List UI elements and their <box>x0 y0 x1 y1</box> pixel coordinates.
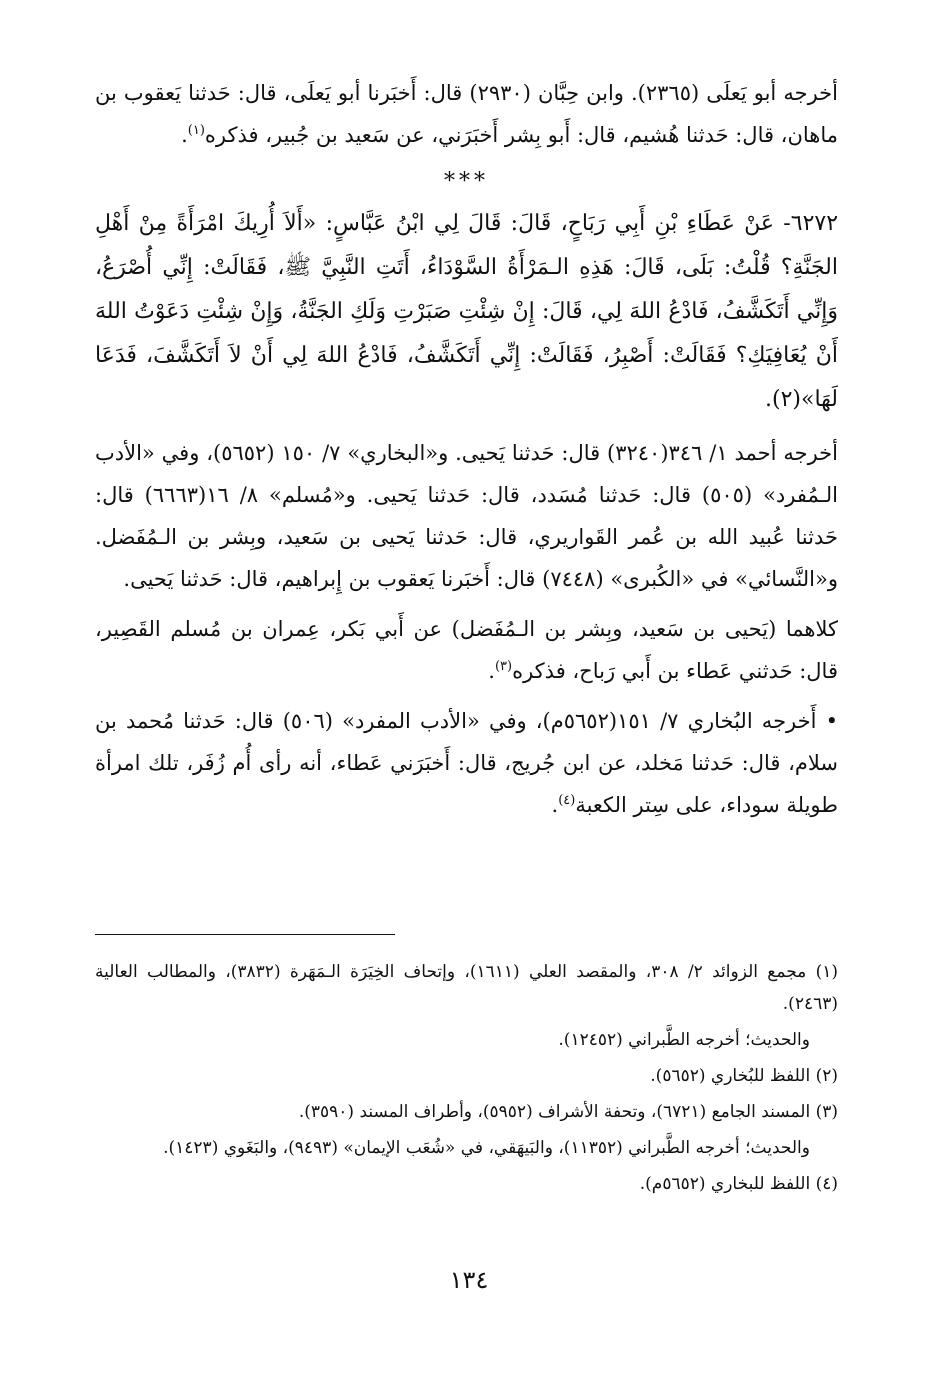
footnote-ref-1: (١) <box>187 123 205 138</box>
hadith-text: «أَلاَ أُرِيكَ امْرَأَةً مِنْ أَهْلِ الجَنَّةِ؟ قُلْتُ: بَلَى، قَالَ: هَذِهِ الـمَرْأَةُ السَّوْدَاءُ، أَتَتِ النَّبِيَّ ﷺ، فَقَالَتْ: إِنِّي أُصْرَعُ، وَإِنِّي أَتَكَشَّفُ، فَادْعُ اللهَ لِي، قَالَ: إِنْ شِئْتِ صَبَرْتِ وَلَكِ الجَنَّةُ، وَإِنْ شِئْتِ دَعَوْتُ اللهَ أَنْ يُعَافِيَكِ؟ فَقَالَتْ: أَصْبِرُ، فَقَالَتْ: إِنِّي أَتَكَشَّفُ، فَادْعُ اللهَ لِي أَنْ لاَ أَتَكَشَّفَ، فَدَعَا لَهَا» <box>95 211 838 412</box>
footnote-divider <box>95 934 395 935</box>
footnote-ref-2: (٢) <box>771 387 801 412</box>
paragraph-takhrij-1: أخرجه أبو يَعلَى (٢٣٦٥). وابن حِبَّان (٢٩٣٠) قال: أَخبَرنا أبو يَعلَى، قال: حَدثنا يَعقوب بن ماهان، قال: حَدثنا هُشيم، قال: أَبو بِشر أَخبَرَني، عن سَعيد بن جُبير، فذكره$^{(١)}$. <box>95 81 838 147</box>
paragraph-takhrij-2: أخرجه أحمد ١/ ٣٤٦(٣٢٤٠) قال: حَدثنا يَحيى. و«البخاري» ٧/ ١٥٠ (٥٦٥٢)، وفي «الأدب الـمُفرد» (٥٠٥) قال: حَدثنا مُسَدد، قال: حَدثنا يَحيى. و«مُسلم» ٨/ ١٦(٦٦٦٣) قال: حَدثنا عُبيد الله بن عُمر القَواريري، قال: حَدثنا يَحيى بن سَعيد، وبِشر بن الـمُفَضل. و«النَّسائي» في «الكُبرى» (٧٤٤٨) قال: أَخبَرنا يَعقوب بن إِبراهيم، قال: حَدثنا يَحيى. <box>95 441 838 591</box>
footnote-3: (٣) المسند الجامع (٦٧٢١)، وتحفة الأشراف (٥٩٥٢)، وأطراف المسند (٣٥٩٠). <box>298 1102 838 1122</box>
footnote-1: (١) مجمع الزوائد ٢/ ٣٠٨، والمقصد العلي (١٦١١)، وإتحاف الخِيَرَة الـمَهَرة (٣٨٣٢)، والمطالب العالية (٢٤٦٣). <box>95 962 838 1014</box>
hadith-block: ٦٢٧٢- عَنْ عَطَاءِ بْنِ أَبِي رَبَاحٍ، قَالَ: قَالَ لِي ابْنُ عَبَّاسٍ: «أَلاَ أُرِيكَ امْرَأَةً مِنْ أَهْلِ الجَنَّةِ؟ قُلْتُ: بَلَى، قَالَ: هَذِهِ الـمَرْأَةُ السَّوْدَاءُ، أَتَتِ النَّبِيَّ ﷺ، فَقَالَتْ: إِنِّي أُصْرَعُ، وَإِنِّي أَتَكَشَّفُ، فَادْعُ اللهَ لِي، قَالَ: إِنْ شِئْتِ صَبَرْتِ وَلَكِ الجَنَّةُ، وَإِنْ شِئْتِ دَعَوْتُ اللهَ أَنْ يُعَافِيَكِ؟ فَقَالَتْ: أَصْبِرُ، فَقَالَتْ: إِنِّي أَتَكَشَّفُ، فَادْعُ اللهَ لِي أَنْ لاَ أَتَكَشَّفَ، فَدَعَا لَهَا»(٢). <box>95 211 839 412</box>
paragraph-takhrij-4: • أَخرجه البُخاري ٧/ ١٥١(٥٦٥٢م)، وفي «الأدب المفرد» (٥٠٦) قال: حَدثنا مُحمد بن سلام، قال: حَدثنا مَخلد، عن ابن جُريج، قال: أَخبَرَني عَطاء، أنه رأى أُم زُفَر، تلك امرأة طويلة سوداء، على سِتر الكعبة$^{(٤)}$. <box>95 709 838 817</box>
footnote-ref-4: (٤) <box>558 793 576 808</box>
footnote-4: (٤) اللفظ للبخاري (٥٦٥٢م). <box>639 1174 838 1194</box>
main-text <box>95 72 838 834</box>
footnote-1-continuation: والحديث؛ أخرجه الطَّبراني (١٢٤٥٢). <box>558 1030 810 1050</box>
footnote-3-continuation: والحديث؛ أخرجه الطَّبراني (١١٣٥٢)، والبَيهَقي، في «شُعَب الإيمان» (٩٤٩٣)، والبَغَوي (١٤٢٣). <box>163 1138 810 1158</box>
footnote-ref-3: (٣) <box>494 659 513 674</box>
paragraph-takhrij-3: كلاهما (يَحيى بن سَعيد، وبِشر بن الـمُفَضل) عن أَبي بَكر، عِمران بن مُسلم القَصِير، قال: حَدثني عَطاء بن أَبي رَباح، فذكره$^{(٣)}$. <box>95 617 838 683</box>
page-number: ١٣٤ <box>449 1266 489 1294</box>
hadith-intro: ٦٢٧٢- عَنْ عَطَاءِ بْنِ أَبِي رَبَاحٍ، قَالَ: قَالَ لِي ابْنُ عَبَّاسٍ: <box>325 211 839 236</box>
footnotes <box>95 956 838 1204</box>
footnote-2: (٢) اللفظ للبُخاري (٥٦٥٢). <box>650 1066 838 1086</box>
section-separator: *** <box>444 169 489 194</box>
